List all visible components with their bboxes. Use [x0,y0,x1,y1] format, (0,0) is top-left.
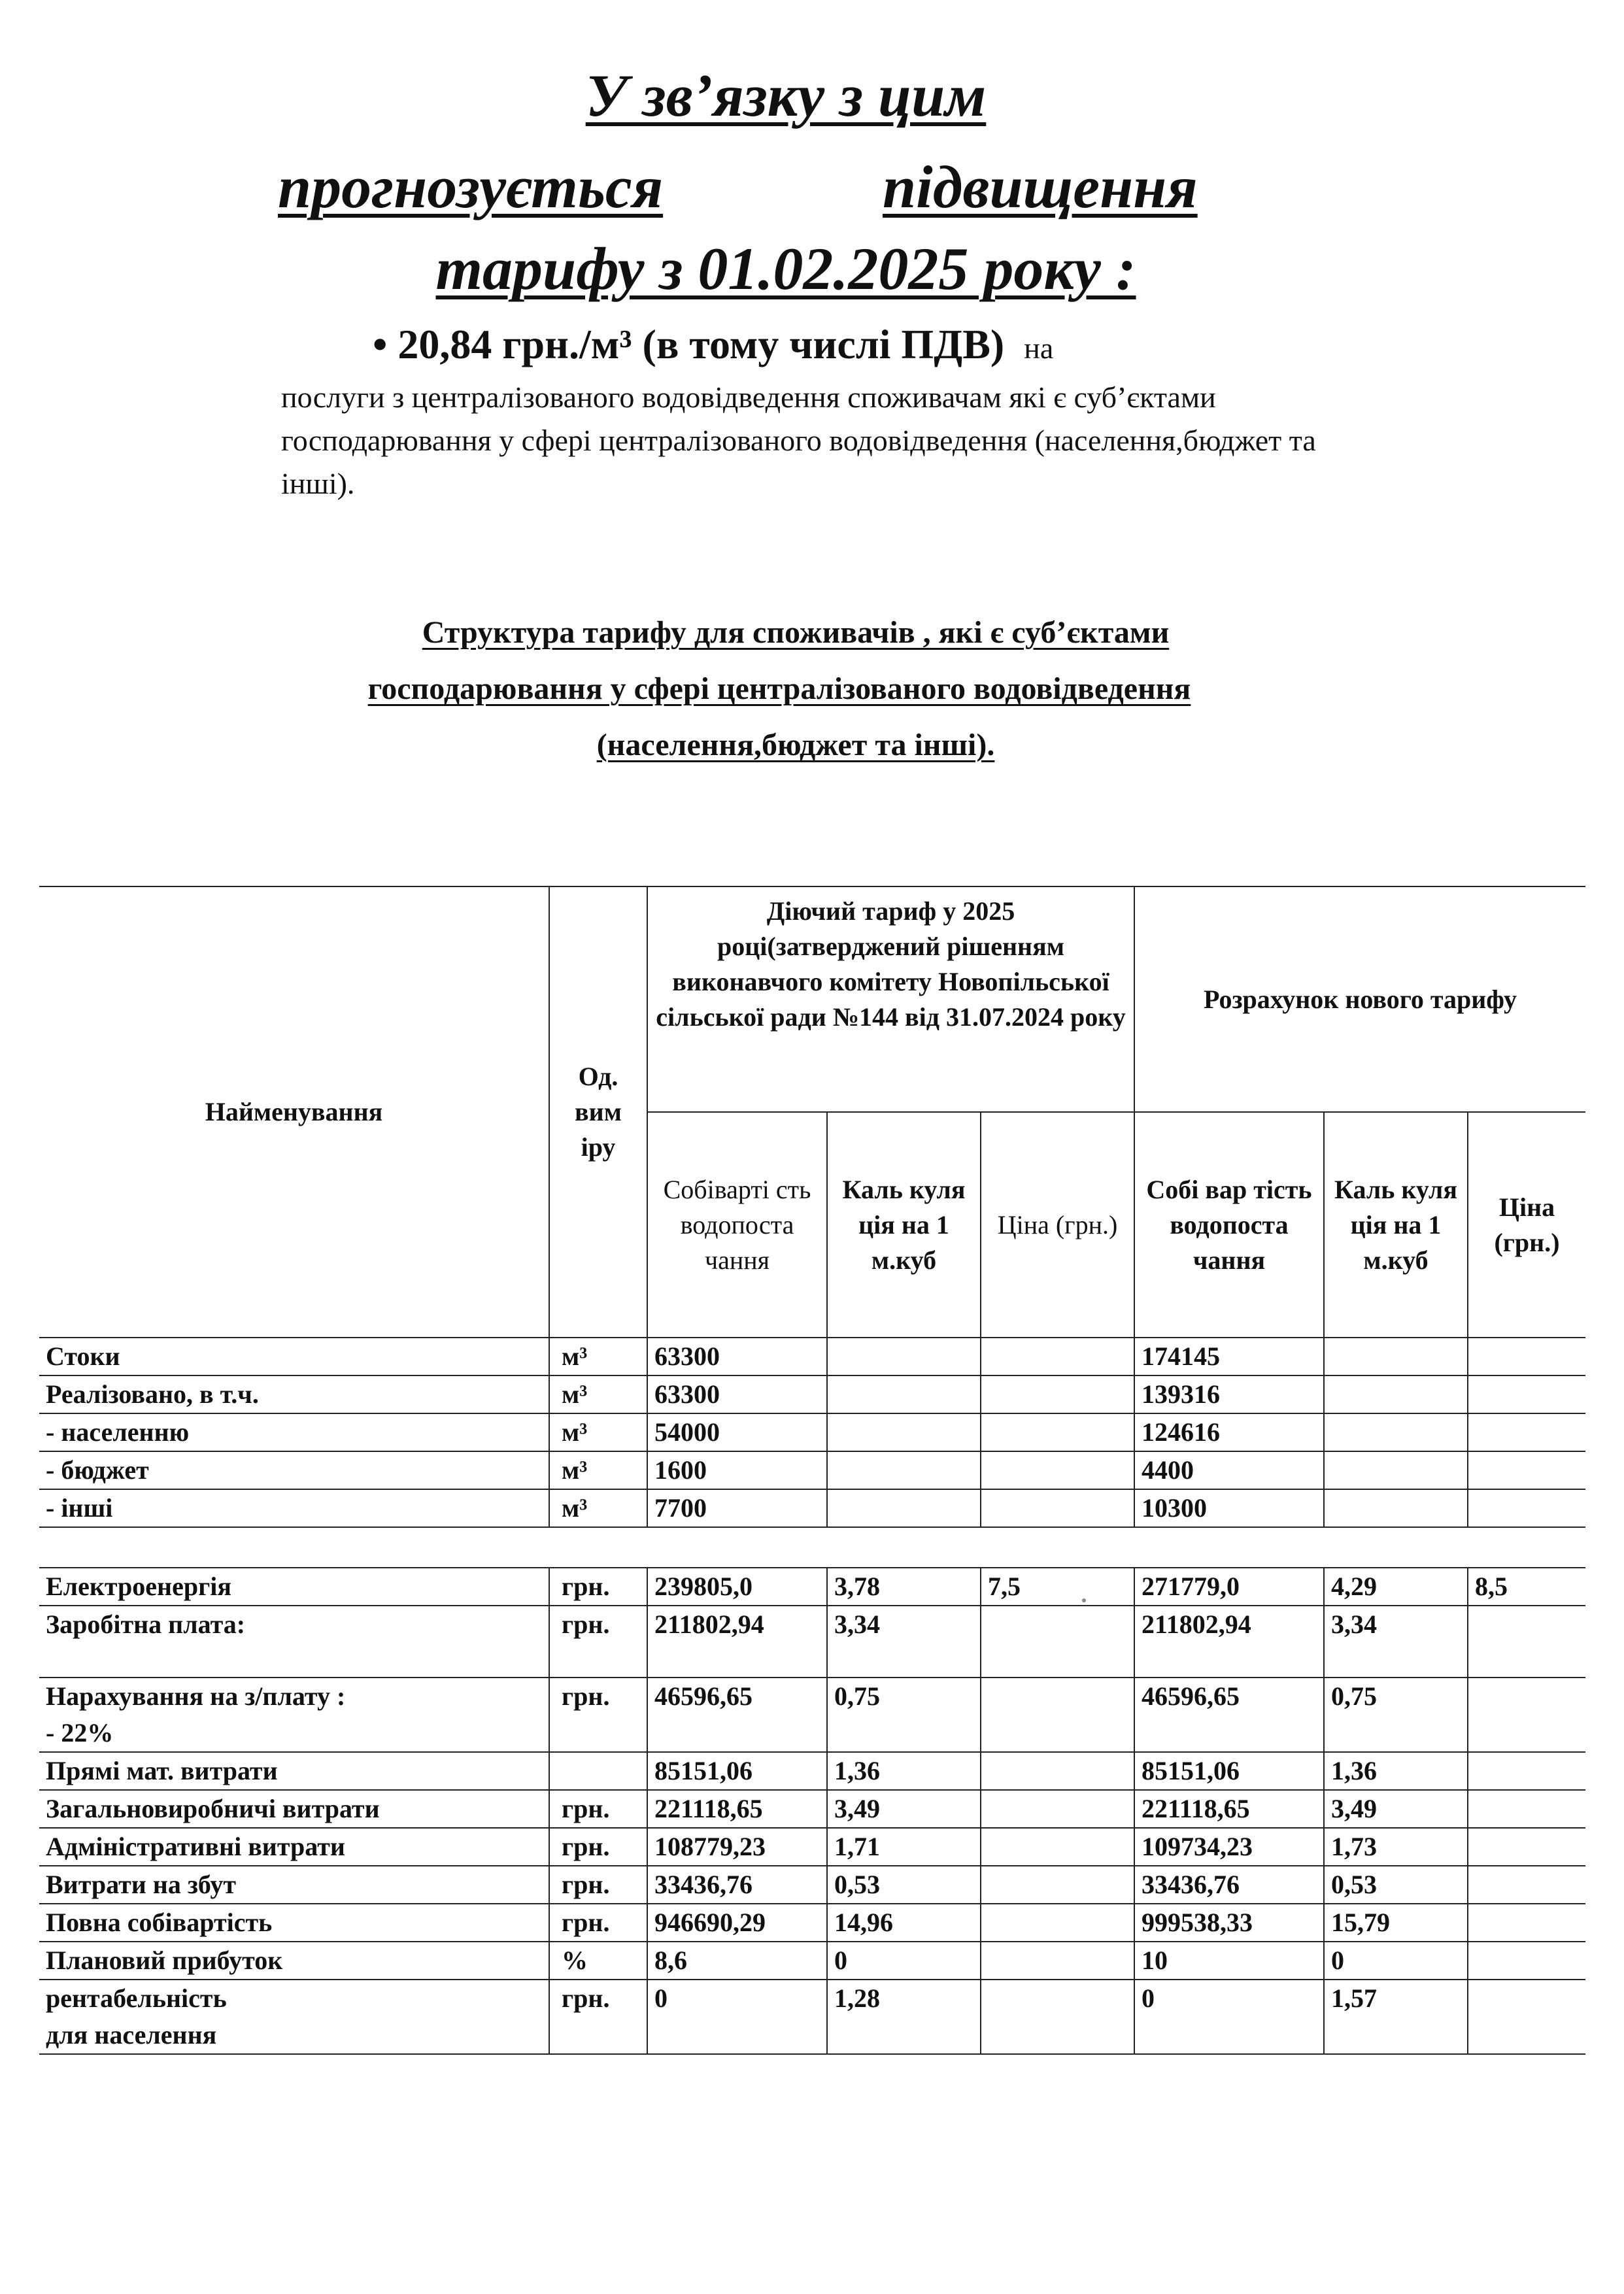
header-cost: Собіварті сть водопоста чання [647,1112,827,1338]
cell-c3 [981,1606,1134,1678]
cell-name: Плановий прибуток [39,1942,549,1980]
cell-c2: 3,34 [827,1606,981,1678]
header-calc-new: Каль куля ція на 1 м.куб [1324,1112,1468,1338]
header-name: Найменування [39,886,549,1338]
cell-name: Витрати на збут [39,1866,549,1904]
cell-unit: м³ [549,1451,647,1489]
cell-c1: 239805,0 [647,1568,827,1606]
cell-c1: 108779,23 [647,1828,827,1866]
cell-name: - населенню [39,1413,549,1451]
headline-word-2: підвищення [883,154,1198,220]
cell-c1: 46596,65 [647,1678,827,1752]
cell-name: - бюджет [39,1451,549,1489]
cell-c1: 1600 [647,1451,827,1489]
cell-name: Заробітна плата: [39,1606,549,1678]
cell-unit [549,1752,647,1790]
cell-name: Адміністративні витрати [39,1828,549,1866]
cell-n2 [1324,1338,1468,1375]
structure-title-line-1: Структура тарифу для споживачів , які є суб’єктами [422,615,1170,650]
table-row [39,1904,1585,1942]
table-row [39,1942,1585,1980]
cell-c1: 0 [647,1980,827,2054]
cell-c1: 85151,06 [647,1752,827,1790]
table-row [39,1606,1585,1678]
cell-n2 [1324,1451,1468,1489]
tariff-amount: • 20,84 грн./м³ (в тому числі ПДВ) [373,321,1005,367]
cell-c1: 8,6 [647,1942,827,1980]
cell-c1: 211802,94 [647,1606,827,1678]
cell-unit: грн. [549,1980,647,2054]
cell-n3 [1468,1866,1585,1904]
header-calc: Каль куля ція на 1 м.куб [827,1112,981,1338]
cell-c2: 1,71 [827,1828,981,1866]
cell-name: Прямі мат. витрати [39,1752,549,1790]
cell-c2: 3,78 [827,1568,981,1606]
cell-n3 [1468,1904,1585,1942]
cell-c3 [981,1489,1134,1527]
cell-n3 [1468,1451,1585,1489]
cell-c2 [827,1338,981,1375]
cell-c3 [981,1942,1134,1980]
cell-n1: 46596,65 [1134,1678,1324,1752]
cell-n3 [1468,1980,1585,2054]
cell-c2 [827,1451,981,1489]
cell-n2 [1324,1375,1468,1413]
header-current-tariff: Діючий тариф у 2025 році(затверджений рішенням виконавчого комітету Новопільської сільської ради №144 від 31.07.2024 року [647,886,1134,1112]
tariff-description: послуги з централізованого водовідведення споживачам які є суб’єктами господарювання у сфері централізованого водовідведення (населення,бюджет та інші). [281,380,1316,500]
cell-n1: 124616 [1134,1413,1324,1451]
cell-n1: 211802,94 [1134,1606,1324,1678]
cell-n1: 4400 [1134,1451,1324,1489]
cell-n2: 1,36 [1324,1752,1468,1790]
cell-n2: 15,79 [1324,1904,1468,1942]
header-new-tariff: Розрахунок нового тарифу [1134,886,1585,1112]
table-row [39,1489,1585,1527]
table-row [39,1338,1585,1375]
cell-n1: 85151,06 [1134,1752,1324,1790]
cell-unit: м³ [549,1413,647,1451]
cell-c1: 946690,29 [647,1904,827,1942]
scan-speck [1082,1598,1086,1602]
cell-c1: 221118,65 [647,1790,827,1828]
volume-rows [39,1338,1585,1527]
cell-c2: 0,53 [827,1866,981,1904]
cell-n2: 0,53 [1324,1866,1468,1904]
cell-c3 [981,1375,1134,1413]
cell-unit: грн. [549,1678,647,1752]
cell-n2: 0 [1324,1942,1468,1980]
cell-c1: 63300 [647,1338,827,1375]
cell-c3 [981,1980,1134,2054]
cell-c2 [827,1413,981,1451]
cell-n2: 3,49 [1324,1790,1468,1828]
header-price: Ціна (грн.) [981,1112,1134,1338]
header-price-new: Ціна (грн.) [1468,1112,1585,1338]
cell-name: Повна собівартість [39,1904,549,1942]
cell-unit: грн. [549,1828,647,1866]
table-row [39,1451,1585,1489]
cell-n1: 271779,0 [1134,1568,1324,1606]
cell-n3 [1468,1338,1585,1375]
table-row [39,1790,1585,1828]
cell-n3 [1468,1489,1585,1527]
cell-n2: 1,57 [1324,1980,1468,2054]
headline-line-1: У зв’язку з цим [585,62,987,129]
cell-name: - інші [39,1489,549,1527]
cell-c3 [981,1866,1134,1904]
cell-c3 [981,1828,1134,1866]
table-row [39,1828,1585,1866]
cell-name: Стоки [39,1338,549,1375]
cell-c2: 0 [827,1942,981,1980]
cell-unit: грн. [549,1904,647,1942]
cell-unit: м³ [549,1375,647,1413]
tariff-na: на [1024,331,1054,365]
cell-n2 [1324,1489,1468,1527]
tariff-value [373,320,1053,369]
cell-c3 [981,1752,1134,1790]
cell-n1: 221118,65 [1134,1790,1324,1828]
cell-c1: 54000 [647,1413,827,1451]
cell-n2: 3,34 [1324,1606,1468,1678]
table-row [39,1752,1585,1790]
cell-unit: грн. [549,1866,647,1904]
cell-n1: 999538,33 [1134,1904,1324,1942]
cell-n1: 33436,76 [1134,1866,1324,1904]
cell-name: Реалізовано, в т.ч. [39,1375,549,1413]
cell-n1: 10 [1134,1942,1324,1980]
cost-rows [39,1568,1585,2054]
cell-n3 [1468,1942,1585,1980]
cell-c2: 0,75 [827,1678,981,1752]
cell-n1: 109734,23 [1134,1828,1324,1866]
table-row [39,1413,1585,1451]
cell-c3 [981,1678,1134,1752]
tariff-structure-table [39,886,1585,2055]
cell-name: Електроенергія [39,1568,549,1606]
structure-title [0,605,1624,773]
cell-unit: м³ [549,1489,647,1527]
cell-n1: 139316 [1134,1375,1324,1413]
cell-c3 [981,1904,1134,1942]
cell-c1: 7700 [647,1489,827,1527]
cell-n3 [1468,1413,1585,1451]
cell-c3 [981,1338,1134,1375]
cell-name: Загальновиробничі витрати [39,1790,549,1828]
cell-n3 [1468,1828,1585,1866]
cell-c2: 14,96 [827,1904,981,1942]
structure-title-line-2: господарювання у сфері централізованого водовідведення [367,671,1191,706]
table-row [39,1866,1585,1904]
cell-c2 [827,1489,981,1527]
cell-c2: 1,36 [827,1752,981,1790]
headline-line-3: тарифу з 01.02.2025 року : [435,235,1136,302]
cell-name: Нарахування на з/плату : - 22% [39,1678,549,1752]
cell-unit: % [549,1942,647,1980]
headline-line-2 [0,150,1624,224]
cell-n1: 174145 [1134,1338,1324,1375]
cell-c2 [827,1375,981,1413]
header-unit: Од. вим іру [549,886,647,1338]
cell-name: рентабельність для населення [39,1980,549,2054]
cell-c3 [981,1790,1134,1828]
cell-n3 [1468,1678,1585,1752]
cell-unit: м³ [549,1338,647,1375]
cell-c1: 63300 [647,1375,827,1413]
cell-c3 [981,1451,1134,1489]
cell-c3: 7,5 [981,1568,1134,1606]
spacer-row [39,1527,1585,1568]
headline-word-1: прогнозується [278,154,664,220]
cell-n2: 4,29 [1324,1568,1468,1606]
cell-unit: грн. [549,1606,647,1678]
cell-n3 [1468,1375,1585,1413]
cell-n3 [1468,1606,1585,1678]
cell-n2: 0,75 [1324,1678,1468,1752]
table-row [39,1375,1585,1413]
table-row [39,1568,1585,1606]
table-row [39,1980,1585,2054]
cell-n1: 0 [1134,1980,1324,2054]
cell-n2: 1,73 [1324,1828,1468,1866]
cell-c2: 3,49 [827,1790,981,1828]
cell-n2 [1324,1413,1468,1451]
cell-unit: грн. [549,1568,647,1606]
cell-n1: 10300 [1134,1489,1324,1527]
cell-unit: грн. [549,1790,647,1828]
cell-c3 [981,1413,1134,1451]
header-cost-new: Собі вар тість водопоста чання [1134,1112,1324,1338]
cell-c1: 33436,76 [647,1866,827,1904]
cell-n3 [1468,1790,1585,1828]
structure-title-line-3: (населення,бюджет та інші). [596,728,995,762]
table-row [39,1678,1585,1752]
cell-c2: 1,28 [827,1980,981,2054]
gap-row-group [39,1527,1585,1568]
cell-n3: 8,5 [1468,1568,1585,1606]
cell-n3 [1468,1752,1585,1790]
